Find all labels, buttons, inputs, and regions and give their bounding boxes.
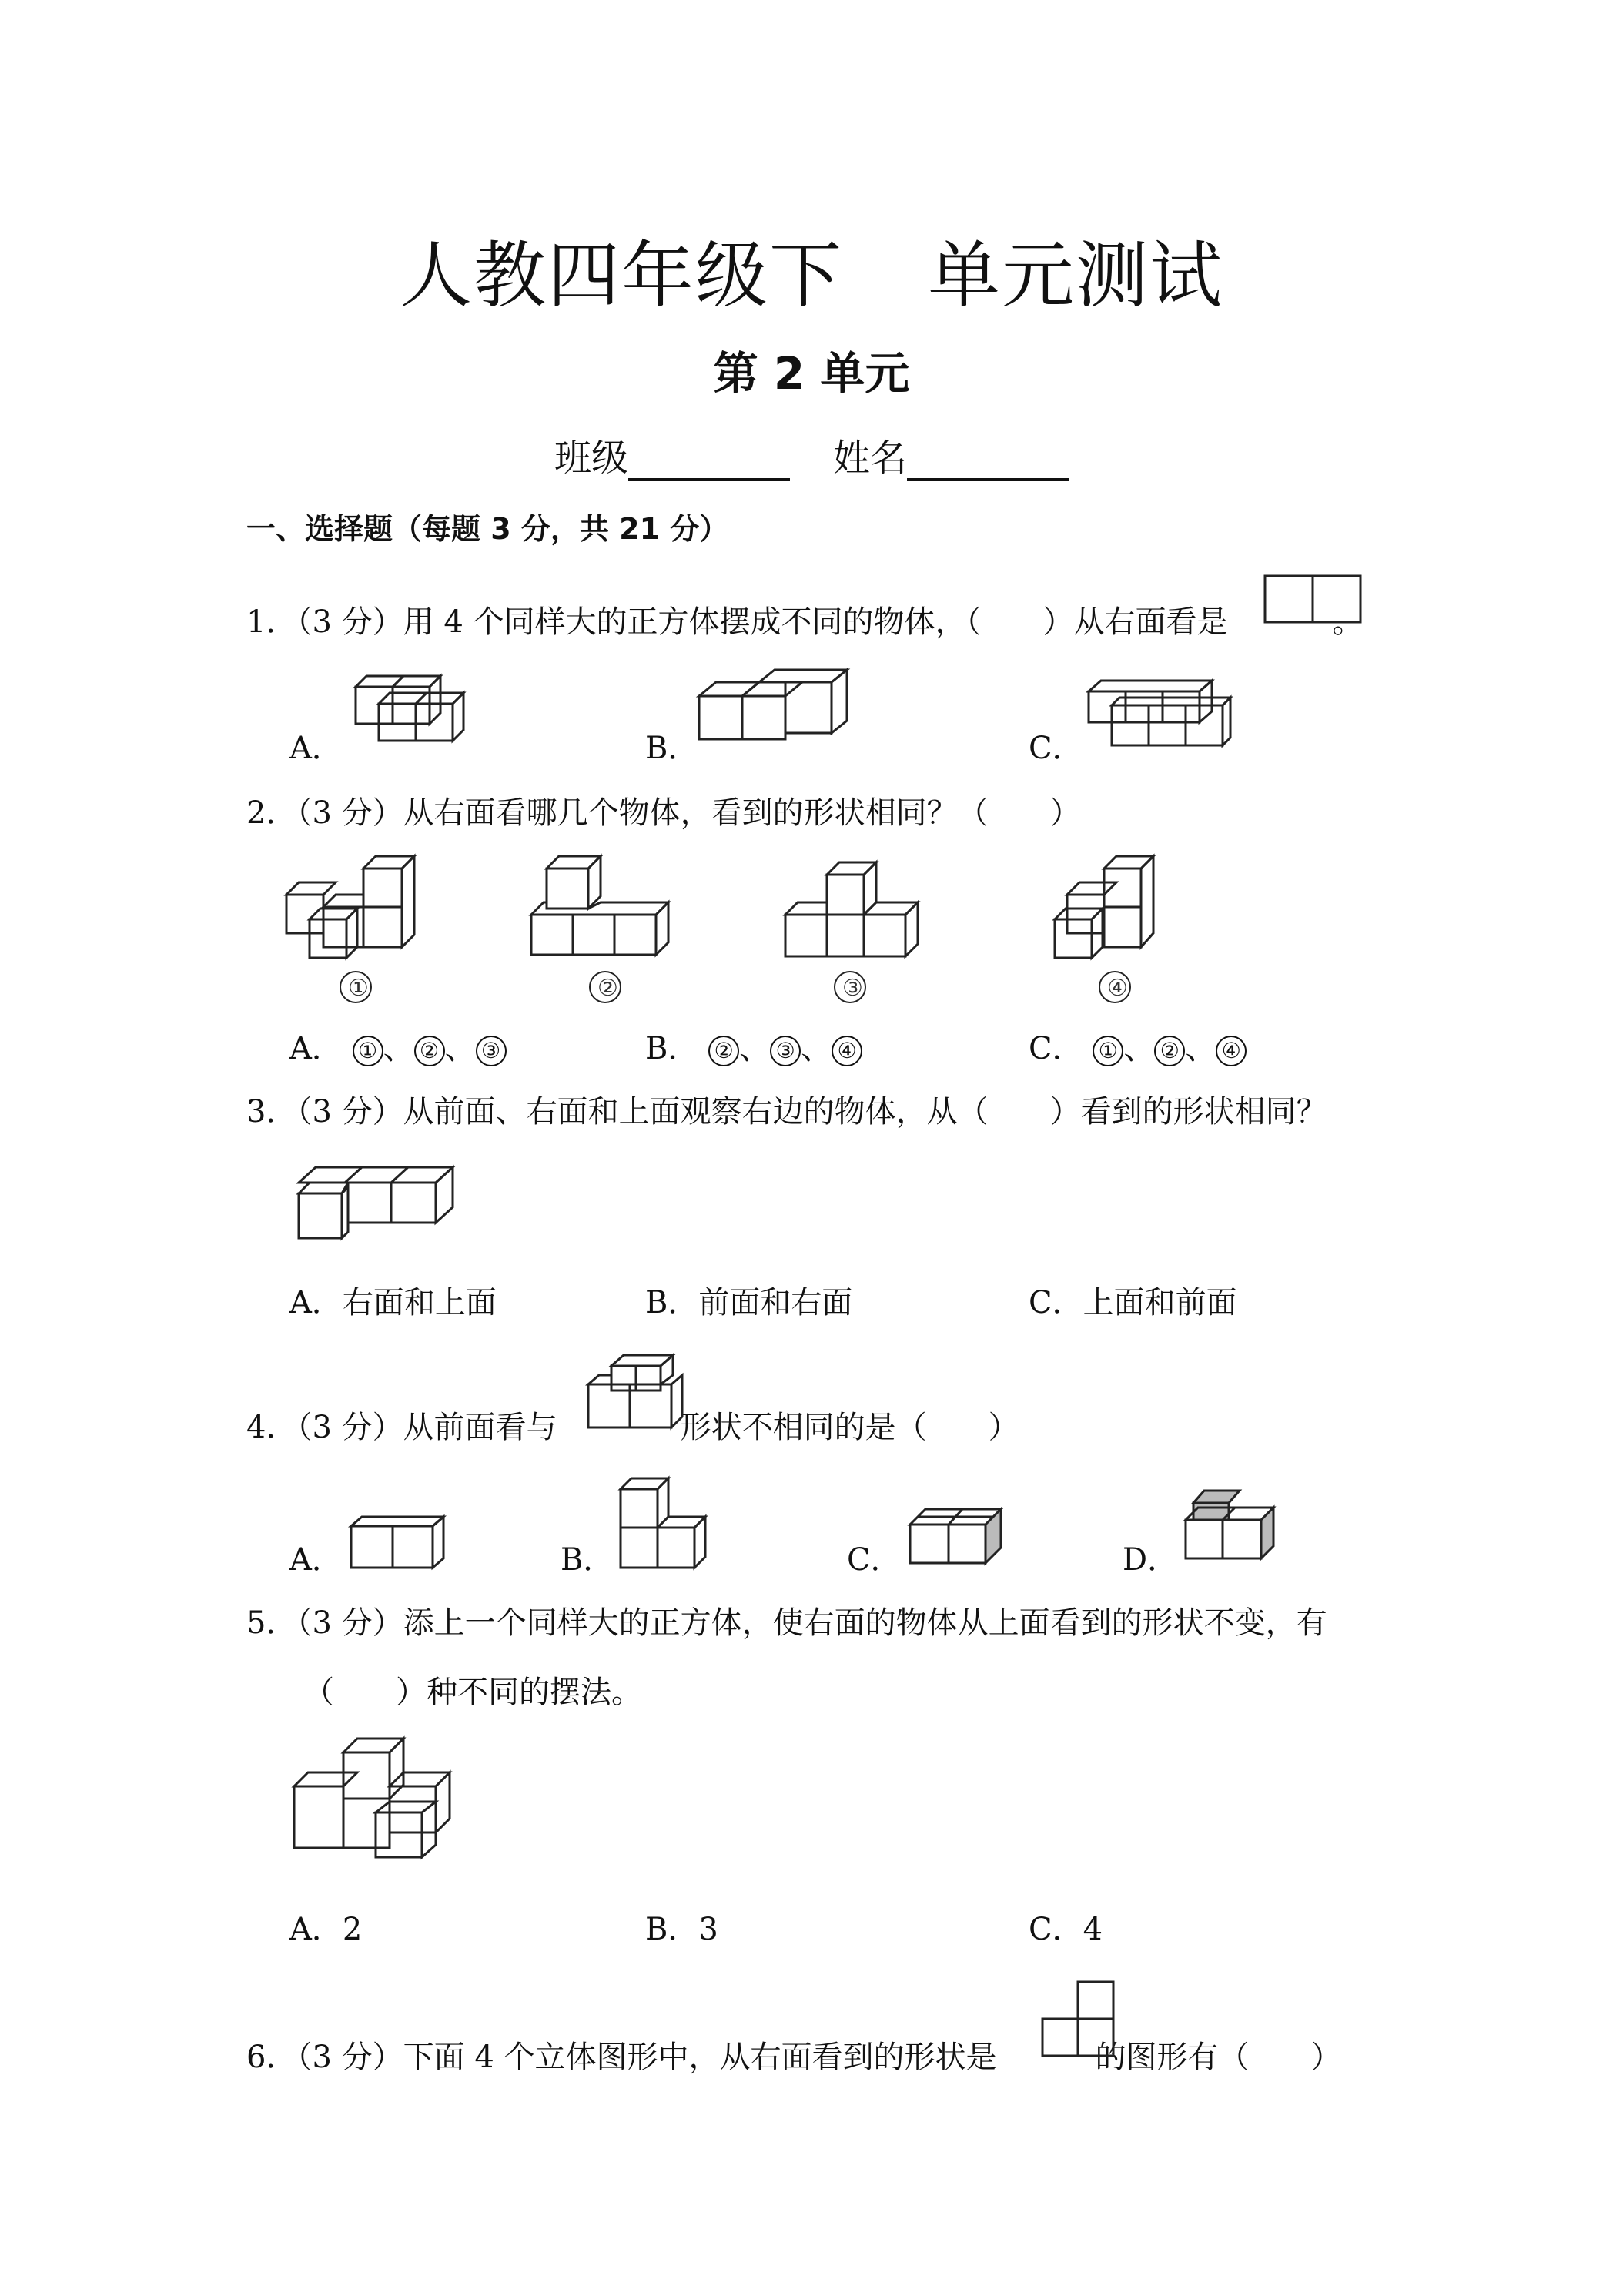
name-blank[interactable] bbox=[907, 444, 1069, 481]
q5-option-c[interactable]: C．4 bbox=[1029, 1912, 1103, 1947]
q2-figure-4 bbox=[1055, 850, 1193, 1004]
section-heading: 一、选择题（每题 3 分，共 21 分） bbox=[246, 512, 729, 546]
class-label: 班级 bbox=[554, 437, 628, 480]
q3-option-a[interactable]: A．右面和上面 bbox=[289, 1285, 497, 1320]
question-6-text: 6．（3 分）下面 4 个立体图形中，从右面看到的形状是 bbox=[246, 2040, 997, 2075]
page-title bbox=[0, 217, 1623, 321]
question-5-line-2: （ ）种不同的摆法。 bbox=[303, 1675, 642, 1710]
q2-fig1-label: ① bbox=[348, 975, 369, 1002]
q2-c-sep-2: 、 bbox=[1185, 1031, 1216, 1066]
question-6-stem bbox=[246, 2033, 1342, 2077]
q2-a-item-3: ③ bbox=[476, 1036, 507, 1066]
q1-right-view-figure bbox=[1263, 571, 1370, 625]
q1-option-b-figure bbox=[699, 670, 853, 747]
q6-right-view-figure bbox=[1039, 1977, 1124, 2070]
q4-option-d[interactable]: D． bbox=[1123, 1542, 1179, 1578]
question-1-text: 1．（3 分）用 4 个同样大的正方体摆成不同的物体，（ ）从右面看是 bbox=[246, 604, 1228, 640]
q4-option-d-figure bbox=[1183, 1483, 1290, 1583]
q1-option-b[interactable]: B． bbox=[645, 731, 699, 766]
q1-option-c-figure bbox=[1089, 674, 1227, 751]
q2-a-sep-1: 、 bbox=[383, 1031, 414, 1066]
q4-reference-figure bbox=[588, 1352, 696, 1437]
q2-c-sep-1: 、 bbox=[1123, 1031, 1155, 1066]
q2-fig4-label: ④ bbox=[1107, 975, 1128, 1002]
q2-option-c-letter: C． bbox=[1029, 1031, 1083, 1066]
question-1-stem bbox=[246, 597, 1364, 641]
q1-option-c[interactable]: C． bbox=[1029, 731, 1083, 766]
q1-option-a-figure bbox=[356, 670, 479, 747]
question-4-end: 形状不相同的是（ ） bbox=[680, 1410, 1019, 1445]
q2-fig2-label: ② bbox=[597, 975, 618, 1002]
question-4-text: 4．（3 分）从前面看与 bbox=[246, 1410, 557, 1445]
q4-option-b[interactable]: B． bbox=[561, 1542, 614, 1578]
q2-figure-1 bbox=[286, 850, 425, 1004]
q2-option-b[interactable] bbox=[645, 1024, 862, 1068]
q2-option-b-letter: B． bbox=[645, 1031, 699, 1066]
title-right: 单元测试 bbox=[928, 234, 1224, 318]
q2-b-item-1: ② bbox=[708, 1036, 739, 1066]
q4-option-a[interactable]: A． bbox=[289, 1542, 343, 1578]
student-info-line bbox=[0, 428, 1623, 481]
q2-c-item-1: ① bbox=[1093, 1036, 1123, 1066]
q2-a-sep-2: 、 bbox=[444, 1031, 476, 1066]
unit-subtitle: 第 2 单元 bbox=[713, 347, 910, 400]
q2-b-sep-1: 、 bbox=[739, 1031, 771, 1066]
question-3-stem: 3．（3 分）从前面、右面和上面观察右边的物体，从（ ）看到的形状相同？ bbox=[246, 1094, 1327, 1130]
question-6-end: 的图形有（ ） bbox=[1095, 2040, 1342, 2075]
q1-option-a[interactable]: A． bbox=[289, 731, 343, 766]
q2-a-item-1: ① bbox=[353, 1036, 383, 1066]
q5-option-a[interactable]: A．2 bbox=[289, 1912, 363, 1947]
q2-b-item-2: ③ bbox=[770, 1036, 801, 1066]
question-1-end: 。 bbox=[1332, 604, 1364, 640]
question-5-line-1: 5．（3 分）添上一个同样大的正方体，使右面的物体从上面看到的形状不变，有 bbox=[246, 1605, 1327, 1641]
q4-option-b-figure bbox=[617, 1474, 710, 1581]
q5-object-figure bbox=[289, 1729, 467, 1883]
q3-option-b[interactable]: B．前面和右面 bbox=[645, 1285, 853, 1320]
q2-option-a-letter: A． bbox=[289, 1031, 343, 1066]
q2-a-item-2: ② bbox=[414, 1036, 445, 1066]
q2-c-item-2: ② bbox=[1154, 1036, 1185, 1066]
q2-c-item-3: ④ bbox=[1216, 1036, 1247, 1066]
name-label: 姓名 bbox=[833, 437, 908, 480]
q3-option-c[interactable]: C．上面和前面 bbox=[1029, 1285, 1237, 1320]
q2-fig3-label: ③ bbox=[842, 975, 863, 1002]
question-2-stem: 2．（3 分）从右面看哪几个物体，看到的形状相同？（ ） bbox=[246, 795, 1081, 831]
q4-option-a-figure bbox=[348, 1514, 448, 1575]
q2-option-a[interactable] bbox=[289, 1024, 507, 1068]
q3-object-figure bbox=[294, 1161, 463, 1253]
q2-b-sep-2: 、 bbox=[801, 1031, 832, 1066]
q5-option-b[interactable]: B．3 bbox=[645, 1912, 718, 1947]
title-left: 人教四年级下 bbox=[399, 234, 843, 318]
q4-option-c[interactable]: C． bbox=[847, 1542, 902, 1578]
class-blank[interactable] bbox=[628, 444, 790, 481]
q2-figure-2 bbox=[531, 850, 685, 1004]
q2-figure-3 bbox=[785, 856, 955, 1010]
q2-option-c[interactable] bbox=[1029, 1024, 1247, 1068]
q4-option-c-figure bbox=[907, 1501, 1015, 1578]
q2-b-item-3: ④ bbox=[832, 1036, 862, 1066]
